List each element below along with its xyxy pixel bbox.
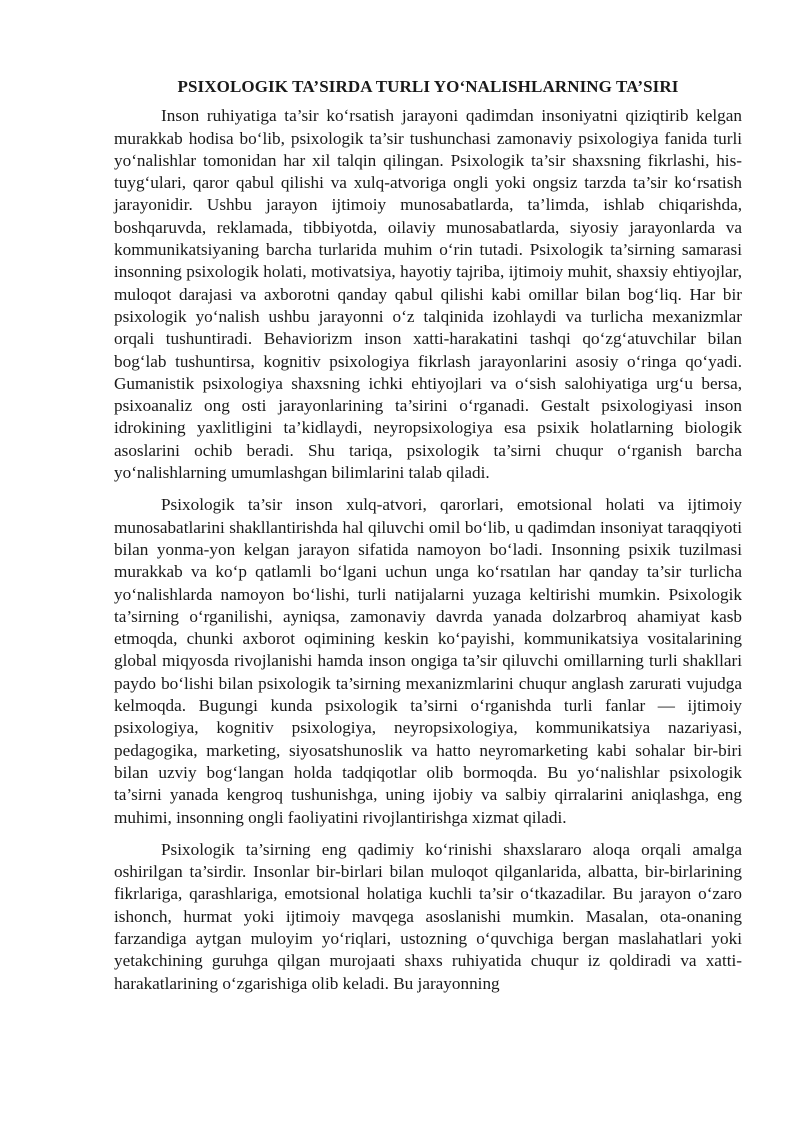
document-title: PSIXOLOGIK TA’SIRDA TURLI YO‘NALISHLARNING TA’SIRI <box>177 77 679 96</box>
document-page <box>114 76 742 1005</box>
paragraph-3: Psixologik ta’sirning eng qadimiy ko‘rinishi shaxslararo aloqa orqali amalga oshirilgan ta’sirdir. Insonlar bir-birlari bilan muloqot qilganlarida, albatta, bir-birlarining fikrlariga, qarashlariga, emotsional holatiga kuchli ta’sir o‘tkazadilar. Bu jarayon o‘zaro ishonch, hurmat yoki ijtimoiy mavqega asoslanishi mumkin. Masalan, ota-onaning farzandiga aytgan muloyim yo‘riqlari, ustozning o‘quvchiga bergan maslahatlari yoki yetakchining guruhga qilgan murojaati shaxs ruhiyatida chuqur iz qoldiradi va xatti-harakatlarining o‘zgarishiga olib keladi. Bu jarayonning <box>114 839 742 993</box>
paragraph-1: Inson ruhiyatiga ta’sir ko‘rsatish jarayoni qadimdan insoniyatni qiziqtirib kelgan murakkab hodisa bo‘lib, psixologik ta’sir tushunchasi zamonaviy psixologiya fanida turli yo‘nalishlar tomonidan har xil talqin qilingan. Psixologik ta’sir shaxsning fikrlashi, his-tuyg‘ulari, qaror qabul qilishi va xulq-atvoriga ongli yoki ongsiz tarzda ta’sir ko‘rsatish jarayonidir. Ushbu jarayon ijtimoiy munosabatlarda, ta’limda, ishlab chiqarishda, boshqaruvda, reklamada, tibbiyotda, oilaviy munosabatlarda, siyosiy jarayonlarda va kommunikatsiyaning barcha turlarida muhim o‘rin tutadi. Psixologik ta’sirning samarasi insonning psixologik holati, motivatsiya, hayotiy tajriba, ijtimoiy muhit, shaxsiy ehtiyojlar, muloqot darajasi va axborotni qanday qabul qilishi kabi omillar bilan bog‘liq. Har bir psixologik yo‘nalish ushbu jarayonni o‘z talqinida izohlaydi va turlicha mexanizmlar orqali tushuntiradi. Behaviorizm inson xatti-harakatini tashqi qo‘zg‘atuvchilar bilan bog‘lab tushuntirsa, kognitiv psixologiya fikrlash jarayonlarini asosiy o‘ringa qo‘yadi. Gumanistik psixologiya shaxsning ichki ehtiyojlari va o‘sish salohiyatiga urg‘u bersa, psixoanaliz ong osti jarayonlarining ta’sirini o‘rganadi. Gestalt psixologiyasi inson idrokining yaxlitligini ta’kidlaydi, neyropsixologiya esa psixik holatlarning biologik asoslarini ochib beradi. Shu tariqa, psixologik ta’sirni chuqur o‘rganish barcha yo‘nalishlarning umumlashgan bilimlarini talab qiladi. <box>114 106 742 483</box>
paragraph-2: Psixologik ta’sir inson xulq-atvori, qarorlari, emotsional holati va ijtimoiy munosabatlarini shakllantirishda hal qiluvchi omil bo‘lib, u qadimdan insoniyat taraqqiyoti bilan yonma-yon kelgan jarayon sifatida namoyon bo‘ladi. Insonning psixik tuzilmasi murakkab va ko‘p qatlamli bo‘lgani uchun unga ko‘rsatılan har qanday ta’sir turlicha yo‘nalishlarda namoyon bo‘lishi, turli natijalarni yuzaga keltirishi mumkin. Psixologik ta’sirning o‘rganilishi, ayniqsa, zamonaviy davrda yanada dolzarbroq ahamiyat kasb etmoqda, chunki axborot oqimining keskin ko‘payishi, kommunikatsiya vositalarining global miqyosda rivojlanishi hamda inson ongiga ta’sir qiluvchi omillarning turli shakllari paydo bo‘lishi bilan psixologik ta’sirning mexanizmlarini chuqur anglash zarurati vujudga kelmoqda. Bugungi kunda psixologik ta’sirni o‘rganishda turli fanlar — ijtimoiy psixologiya, kognitiv psixologiya, neyropsixologiya, kommunikatsiya nazariyasi, pedagogika, marketing, siyosatshunoslik va hatto neyromarketing kabi sohalar bir-biri bilan uzviy bog‘langan holda tadqiqotlar olib bormoqda. Bu yo‘nalishlar psixologik ta’sirni yanada kengroq tushunishga, uning ijobiy va salbiy qirralarini aniqlashga, eng muhimi, insonning ongli faoliyatini rivojlantirishga xizmat qiladi. <box>114 495 742 827</box>
